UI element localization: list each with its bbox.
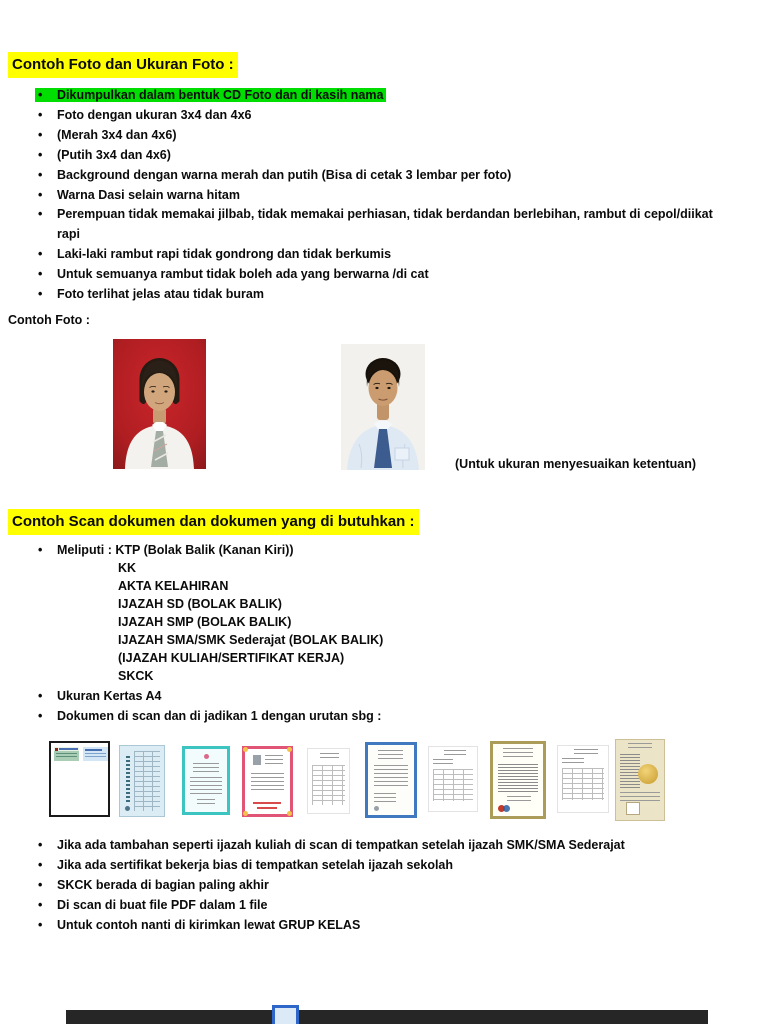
kk-vertical-title — [126, 756, 130, 804]
lembar-nilai-smp-thumbnail — [428, 746, 478, 812]
corner-ornament — [243, 747, 248, 752]
list-item: • (Putih 3x4 dan 4x6) — [0, 146, 726, 166]
list-item: • Background dengan warna merah dan putih (Bisa di cetak 3 lembar per foto) — [0, 166, 726, 186]
header-lines — [444, 750, 466, 757]
document-type: SKCK — [118, 669, 154, 683]
list-item: • Ukuran Kertas A4 — [0, 686, 726, 706]
left-column-lines — [620, 754, 640, 788]
photo-box — [626, 802, 640, 815]
document-type-list — [118, 559, 383, 685]
pas-foto-red-background — [113, 339, 206, 469]
corner-ornament — [287, 747, 292, 752]
list-item-meliputi: • Meliputi : KTP (Bolak Balik (Kanan Kiri)) — [0, 541, 768, 559]
akta-footer-lines — [197, 799, 215, 806]
next-page-image-preview — [272, 1005, 299, 1024]
scan-section-title: Contoh Scan dokumen dan dokumen yang di butuhkan : — [8, 509, 419, 535]
page-separator-bar — [66, 1010, 708, 1024]
list-item: • Foto dengan ukuran 3x4 dan 4x6 — [0, 106, 726, 126]
pas-foto-white-background — [341, 344, 425, 470]
highlighted-text: Dikumpulkan dalam bentuk CD Foto dan di kasih nama — [57, 88, 386, 102]
red-line — [253, 802, 281, 804]
document-type: (IJAZAH KULIAH/SERTIFIKAT KERJA) — [118, 651, 345, 665]
akta-body-lines — [190, 777, 222, 795]
ijazah-sma-smk-thumbnail — [490, 741, 546, 819]
list-item: • Laki-laki rambut rapi tidak gondrong dan tidak berkumis — [0, 245, 726, 265]
footer-lines — [374, 793, 396, 805]
ktp-title-line — [59, 748, 78, 750]
red-line — [257, 807, 277, 809]
body-lines — [374, 765, 408, 787]
female-portrait-illustration — [113, 339, 206, 469]
list-item: • Untuk semuanya rambut tidak boleh ada yang berwarna /di cat — [0, 265, 726, 285]
score-table — [562, 768, 604, 800]
list-item: • Dokumen di scan dan di jadikan 1 dengan urutan sbg : — [0, 706, 726, 726]
list-item: • Foto terlihat jelas atau tidak buram — [0, 285, 726, 305]
list-item: • Perempuan tidak memakai jilbab, tidak memakai perhiasan, tidak berdandan berlebihan, rambut di cepol/diikat rapi — [0, 205, 726, 245]
list-item — [0, 86, 726, 106]
photo-size-note: (Untuk ukuran menyesuaikan ketentuan) — [455, 457, 697, 471]
ijazah-smp-thumbnail — [365, 742, 417, 818]
body-lines — [251, 773, 284, 793]
scan-notes-list — [0, 835, 726, 935]
corner-ornament — [243, 811, 248, 816]
akta-emblem — [204, 754, 209, 759]
body-lines — [620, 792, 660, 802]
document-type: KK — [118, 561, 137, 575]
akta-header-lines — [193, 763, 219, 773]
header-lines — [265, 755, 283, 765]
contoh-foto-label: Contoh Foto : — [8, 313, 90, 327]
score-table — [312, 765, 345, 805]
next-page-image-content — [275, 1008, 296, 1024]
header-lines — [320, 753, 339, 760]
subheader-lines — [433, 759, 453, 765]
subheader-lines — [562, 758, 584, 764]
ktp-scan-thumbnail — [49, 741, 110, 817]
header-lines — [503, 748, 533, 760]
kk-stamp — [125, 806, 130, 811]
document-type: IJAZAH SMP (BOLAK BALIK) — [118, 615, 292, 629]
corner-ornament — [287, 811, 292, 816]
list-item: • (Merah 3x4 dan 4x6) — [0, 126, 726, 146]
score-table — [433, 769, 473, 801]
list-item: • Jika ada sertifikat bekerja bias di tempatkan setelah ijazah sekolah — [0, 855, 726, 875]
list-item: • Untuk contoh nanti di kirimkan lewat GRUP KELAS — [0, 915, 726, 935]
ijazah-sd-emblem — [253, 755, 261, 765]
ktp-red-mark — [55, 748, 58, 751]
lembar-nilai-sd-thumbnail — [307, 748, 350, 814]
ktp-back-title — [85, 749, 102, 751]
ijazah-sd-thumbnail — [242, 746, 293, 817]
header-lines — [628, 743, 652, 750]
ktp-map-lines — [56, 753, 77, 759]
document-type: IJAZAH SD (BOLAK BALIK) — [118, 597, 282, 611]
male-portrait-illustration — [341, 344, 425, 470]
document-type: AKTA KELAHIRAN — [118, 579, 229, 593]
photo-requirements-list — [0, 86, 726, 305]
body-lines — [498, 764, 538, 792]
list-item: • Di scan di buat file PDF dalam 1 file — [0, 895, 726, 915]
skck-thumbnail — [615, 739, 665, 821]
kk-table-grid — [134, 751, 160, 811]
header-lines — [378, 750, 403, 759]
scan-settings-list — [0, 686, 726, 726]
document-type: IJAZAH SMA/SMK Sederajat (BOLAK BALIK) — [118, 633, 384, 647]
header-lines — [574, 749, 598, 756]
list-item: • SKCK berada di bagian paling akhir — [0, 875, 726, 895]
ktp-back-card — [83, 747, 108, 761]
list-item: • Jika ada tambahan seperti ijazah kuliah di scan di tempatkan setelah ijazah SMK/SMA Sederajat — [0, 835, 726, 855]
kartu-keluarga-thumbnail — [119, 745, 165, 817]
ktp-front-card — [54, 747, 79, 761]
list-item: • Warna Dasi selain warna hitam — [0, 186, 726, 206]
stamp — [374, 806, 379, 811]
emblem-blue — [503, 805, 510, 812]
photo-section-title: Contoh Foto dan Ukuran Foto : — [8, 52, 238, 78]
footer-lines — [507, 796, 531, 804]
police-emblem — [638, 764, 658, 784]
akta-kelahiran-thumbnail — [182, 746, 230, 815]
ktp-back-lines — [85, 753, 106, 759]
lembar-nilai-sma-thumbnail — [557, 745, 609, 813]
